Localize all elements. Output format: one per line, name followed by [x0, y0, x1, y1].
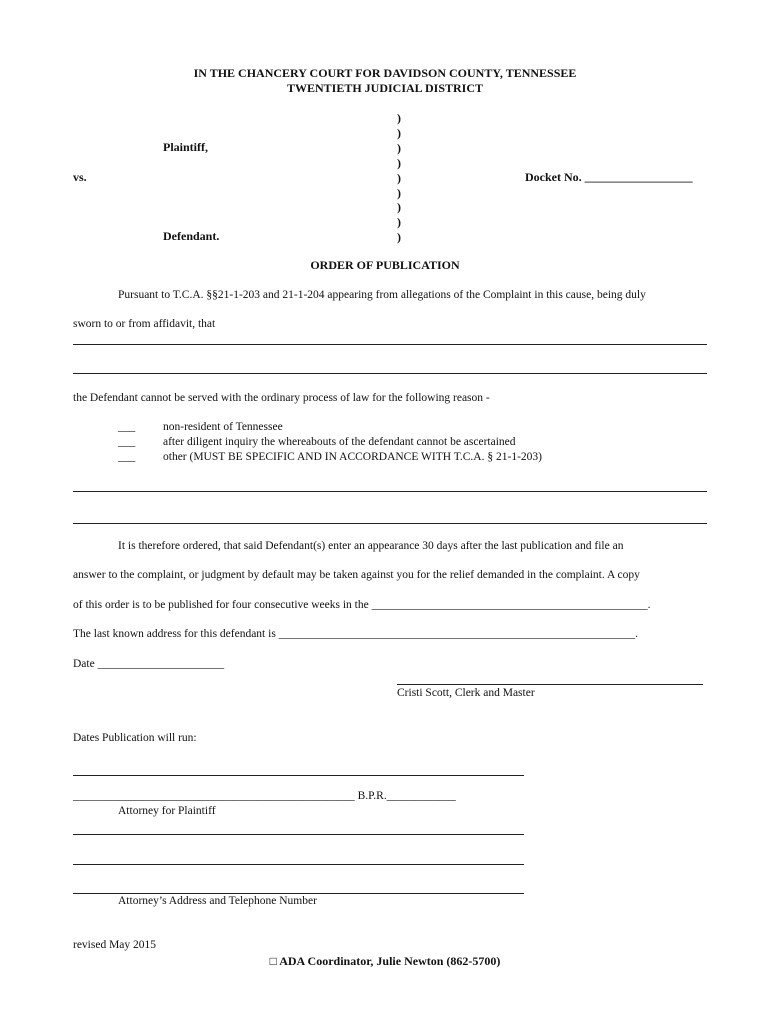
other-reason-blank-line-1[interactable]	[73, 491, 707, 492]
clerk-name: Cristi Scott, Clerk and Master	[397, 687, 535, 699]
ada-box-icon: □	[269, 954, 277, 968]
ordered-text-line-3[interactable]: of this order is to be published for four consecutive weeks in the ________________________________________________.	[73, 599, 651, 611]
pursuant-text-line-2: sworn to or from affidavit, that	[73, 318, 216, 330]
docket-number-field[interactable]: Docket No. __________________	[525, 170, 693, 184]
ada-coordinator	[0, 954, 770, 969]
affidavit-blank-line-1[interactable]	[73, 344, 707, 345]
publication-dates-label: Dates Publication will run:	[73, 732, 197, 744]
caption-parentheses: ) ) ) ) ) ) ) ) )	[397, 111, 401, 245]
attorney-address-blank-line-3[interactable]	[73, 893, 524, 894]
ordered-text-line-2: answer to the complaint, or judgment by default may be taken against you for the relief demanded in the complaint. A copy	[73, 569, 640, 581]
attorney-address-blank-line-2[interactable]	[73, 864, 524, 865]
affidavit-blank-line-2[interactable]	[73, 373, 707, 374]
option-blank-other[interactable]: ___	[118, 451, 136, 463]
attorney-bpr-line[interactable]: _________________________________________________ B.P.R.____________	[73, 790, 456, 802]
last-known-address-line[interactable]: The last known address for this defendant is ______________________________________________________________.	[73, 628, 639, 640]
date-line[interactable]: Date ______________________	[73, 658, 225, 670]
attorney-for-plaintiff-label: Attorney for Plaintiff	[118, 805, 216, 817]
district-name: TWENTIETH JUDICIAL DISTRICT	[286, 81, 484, 95]
option-blank-whereabouts[interactable]: ___	[118, 436, 136, 448]
ordered-text-line-1: It is therefore ordered, that said Defendant(s) enter an appearance 30 days after the last publication and file an	[118, 540, 624, 552]
pursuant-text-line-1: Pursuant to T.C.A. §§21-1-203 and 21-1-204 appearing from allegations of the Complaint in this cause, being duly	[118, 289, 646, 301]
reason-intro: the Defendant cannot be served with the ordinary process of law for the following reason -	[73, 392, 490, 404]
option-text-other: other (MUST BE SPECIFIC AND IN ACCORDANCE WITH T.C.A. § 21-1-203)	[163, 451, 542, 463]
clerk-signature-line[interactable]	[397, 684, 703, 685]
other-reason-blank-line-2[interactable]	[73, 523, 707, 524]
document-title: ORDER OF PUBLICATION	[310, 258, 460, 272]
defendant-label: Defendant.	[163, 229, 220, 243]
option-blank-nonresident[interactable]: ___	[118, 421, 136, 433]
attorney-address-blank-line-1[interactable]	[73, 834, 524, 835]
plaintiff-label: Plaintiff,	[163, 140, 208, 154]
option-text-whereabouts: after diligent inquiry the whereabouts of the defendant cannot be ascertained	[163, 436, 516, 448]
publication-dates-blank-line[interactable]	[73, 775, 524, 776]
court-name: IN THE CHANCERY COURT FOR DAVIDSON COUNTY, TENNESSEE	[193, 66, 577, 80]
revised-date: revised May 2015	[73, 939, 157, 951]
vs-label: vs.	[73, 170, 87, 184]
ada-coordinator-text: ADA Coordinator, Julie Newton (862-5700)	[279, 954, 501, 968]
option-text-nonresident: non-resident of Tennessee	[163, 421, 283, 433]
attorney-address-label: Attorney’s Address and Telephone Number	[118, 895, 317, 907]
